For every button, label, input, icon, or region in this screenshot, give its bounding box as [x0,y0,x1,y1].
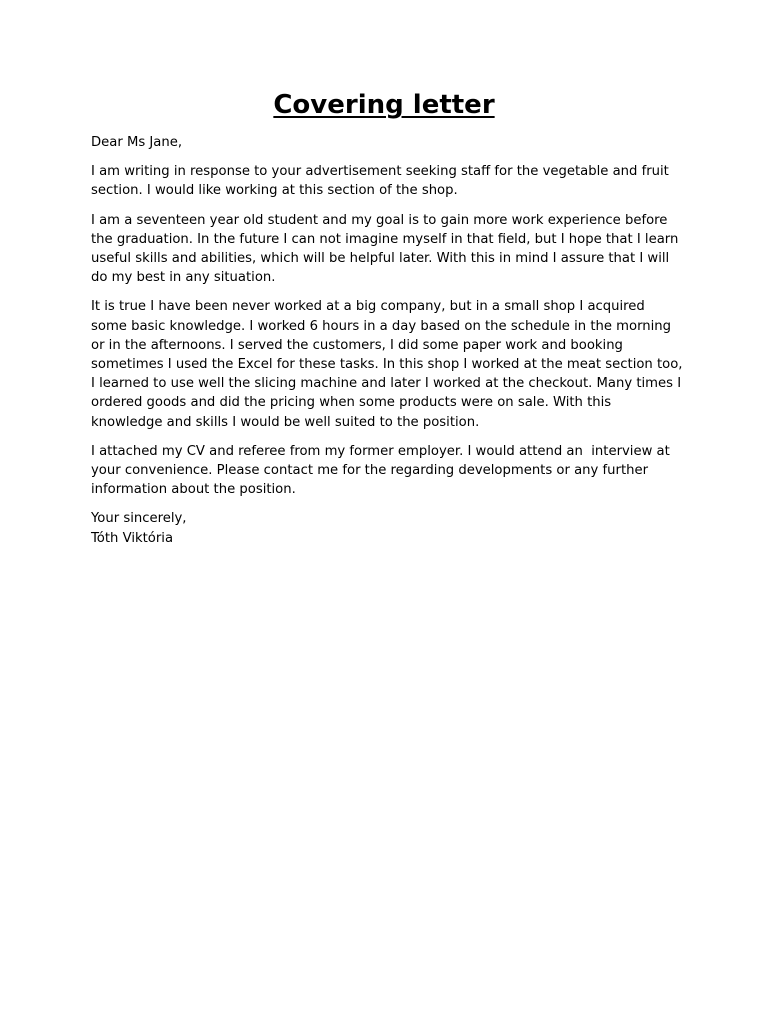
paragraph: I attached my CV and referee from my former employer. I would attend an interview at your convenience. Please contact me for the regarding developments or any further information about the position. [91,443,675,498]
greeting: Dear Ms Jane, [91,135,183,150]
signature: Tóth Viktória [91,530,174,546]
closing: Your sincerely, [91,511,187,527]
paragraph: I am a seventeen year old student and my goal is to gain more work experience before the graduation. In the future I can not imagine myself in that field, but I hope that I learn useful skills and abilities, which will be helpful later. With this in mind I assure that I will do my best in any situation. [91,212,683,286]
letter-body [91,133,687,548]
closing-block [91,509,683,547]
paragraph: It is true I have been never worked at a big company, but in a small shop I acquired some basic knowledge. I worked 6 hours in a day based on the schedule in the morning or in the afternoons. I served the customers, I did some paper work and booking sometimes I used the Excel for these tasks. In this shop I worked at the meat section too, I learned to use well the slicing machine and later I worked at the checkout. Many times I ordered goods and did the pricing when some products were on sale. With this knowledge and skills I would be well suited to the position. [91,299,687,430]
document-title: Covering letter [273,90,495,120]
paragraph: I am writing in response to your advertisement seeking staff for the vegetable and fruit section. I would like working at this section of the shop. [91,164,674,199]
